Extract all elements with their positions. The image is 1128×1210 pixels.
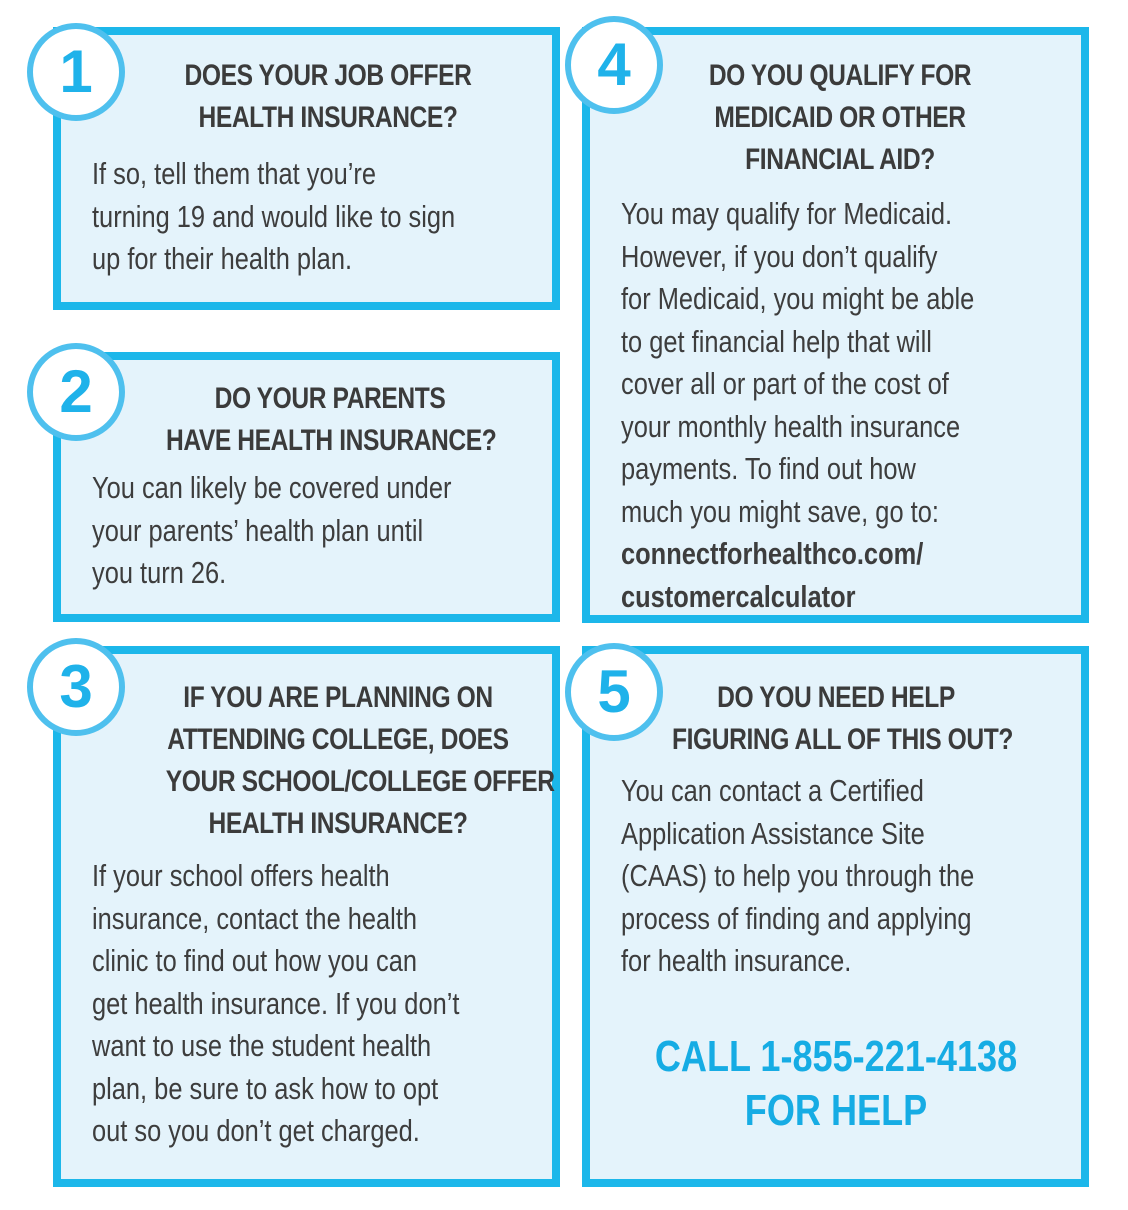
card-3-heading: IF YOU ARE PLANNING ON ATTENDING COLLEGE, DOES YOUR SCHOOL/COLLEGE OFFER HEALTH INSURANCE? bbox=[165, 681, 555, 840]
calculator-link-cont[interactable]: customercalculator bbox=[621, 578, 856, 614]
step-number-5: 5 bbox=[565, 643, 663, 741]
step-number-1: 1 bbox=[27, 23, 125, 121]
calculator-link[interactable]: connectforhealthco.com/ bbox=[621, 536, 924, 571]
card-1-body: If so, tell them that you’re turning 19 and would like to sign up for their health plan. bbox=[92, 156, 456, 276]
card-3-body: If your school offers health insurance, contact the health clinic to find out how you can get health insurance. If you don’t want to use the student health plan, be sure to ask how to opt out so you don’t get charged. bbox=[92, 858, 460, 1148]
card-5-heading: DO YOU NEED HELP FIGURING ALL OF THIS OUT? bbox=[672, 681, 1013, 756]
step-number-3: 3 bbox=[27, 638, 125, 736]
card-5-body: You can contact a Certified Application Assistance Site (CAAS) to help you through the process of finding and applying for health insurance. bbox=[621, 773, 975, 978]
card-4-body: You may qualify for Medicaid. However, if you don’t qualify for Medicaid, you might be able to get financial help that will cover all or part of the cost of your monthly health insurance payments. To find out how much you might save, go to: connectforhealthco.com/ customercalculator bbox=[621, 193, 974, 618]
card-2-body: You can likely be covered under your parents’ health plan until you turn 26. bbox=[92, 470, 452, 590]
help-phone-callout[interactable]: CALL 1-855-221-4138 FOR HELP bbox=[654, 1032, 1018, 1135]
card-4-heading: DO YOU QUALIFY FOR MEDICAID OR OTHER FINANCIAL AID? bbox=[708, 59, 972, 176]
step-number-2: 2 bbox=[27, 343, 125, 441]
card-1-heading: DOES YOUR JOB OFFER HEALTH INSURANCE? bbox=[184, 59, 472, 134]
card-2-heading: DO YOUR PARENTS HAVE HEALTH INSURANCE? bbox=[166, 382, 497, 457]
step-number-4: 4 bbox=[565, 16, 663, 114]
